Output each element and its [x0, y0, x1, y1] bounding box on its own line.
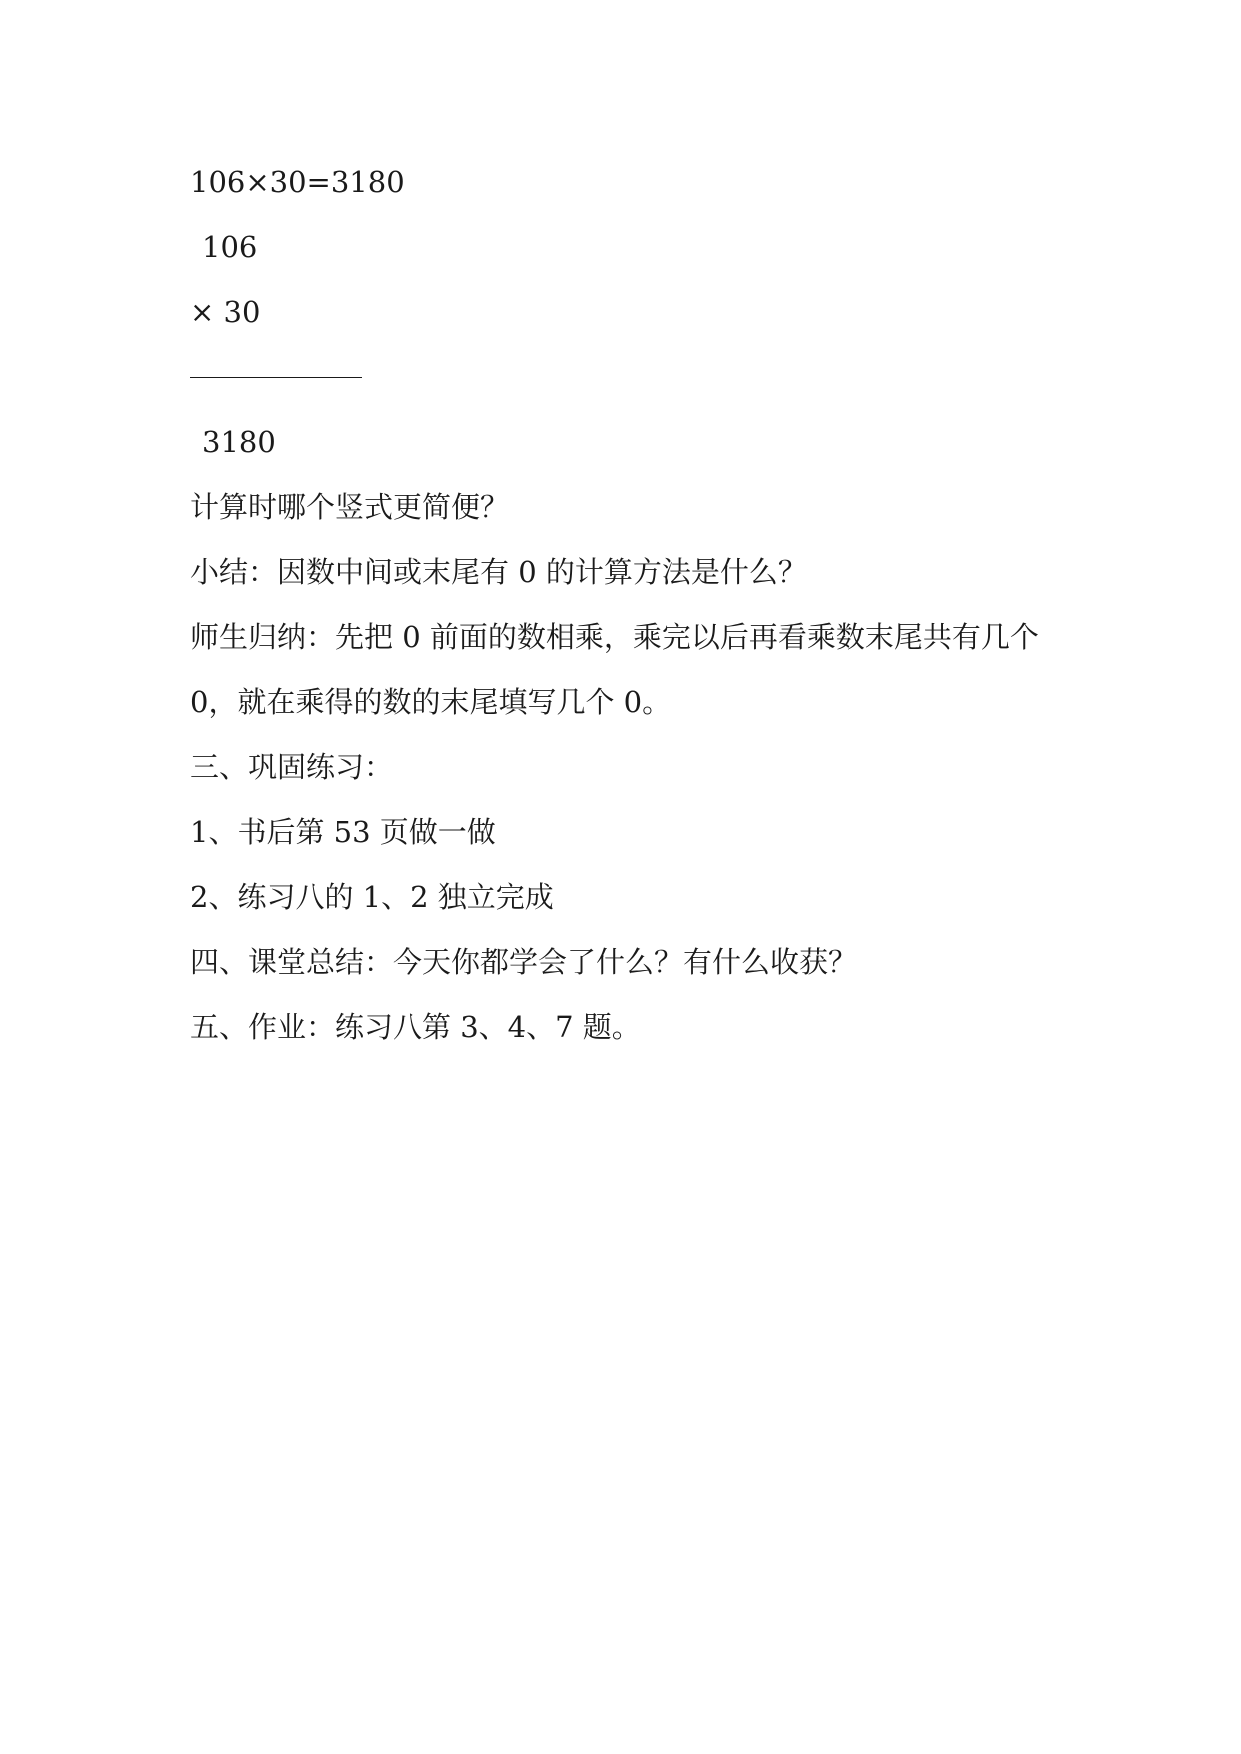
conclusion-line-2: 0，就在乘得的数的末尾填写几个 0。: [190, 685, 672, 719]
question-line: 计算时哪个竖式更简便？: [190, 490, 510, 524]
section-heading-4: 四、课堂总结：今天你都学会了什么？有什么收获？: [190, 945, 858, 979]
exercise-item-1: 1、书后第 53 页做一做: [190, 815, 496, 849]
section-heading-5: 五、作业：练习八第 3、4、7 题。: [190, 1010, 641, 1044]
vertical-multiplicand: 106: [202, 230, 258, 264]
exercise-item-2: 2、练习八的 1、2 独立完成: [190, 880, 554, 914]
summary-line: 小结：因数中间或末尾有 0 的计算方法是什么？: [190, 555, 807, 589]
vertical-multiplier: × 30: [190, 295, 261, 329]
vertical-product: 3180: [202, 425, 276, 459]
equation-line: 106×30=3180: [190, 165, 405, 199]
section-heading-3: 三、巩固练习：: [190, 750, 394, 784]
conclusion-line-1: 师生归纳：先把 0 前面的数相乘，乘完以后再看乘数末尾共有几个: [190, 620, 1039, 654]
vertical-calc-rule: [190, 377, 362, 378]
